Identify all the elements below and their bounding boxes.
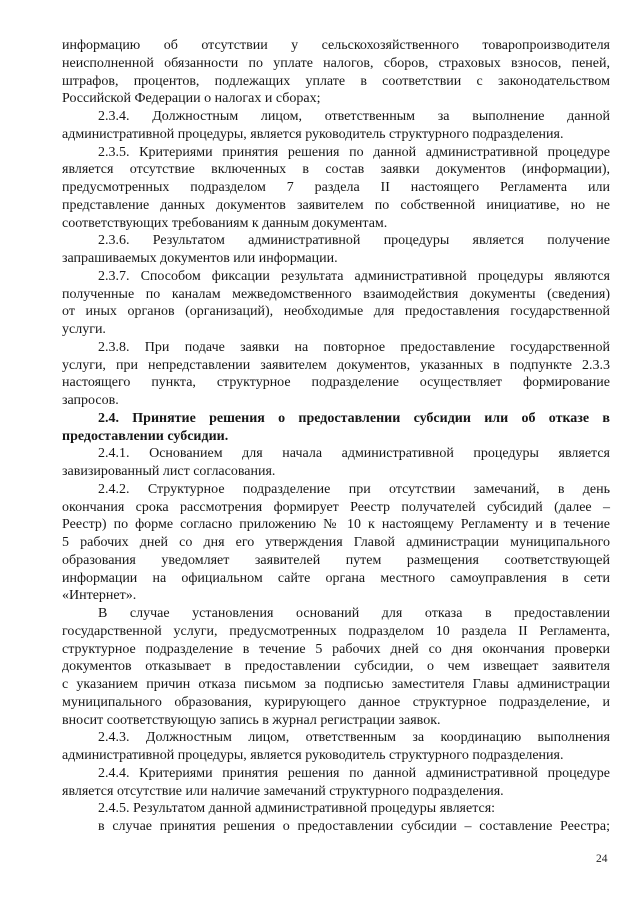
text-line: муниципального образования, курирующего данное структурное подразделение, и [62, 694, 610, 710]
text-line: штрафов, процентов, подлежащих уплате в соответствии с законодательством [62, 73, 610, 89]
text-line: административной процедуры, является руководитель структурного подразделения. [62, 126, 564, 142]
text-line: 2.3.8. При подаче заявки на повторное предоставление государственной [98, 339, 610, 355]
text-line: является отсутствие или наличие замечаний структурного подразделения. [62, 783, 504, 799]
text-line: административной процедуры, является руководитель структурного подразделения. [62, 748, 564, 763]
text-line: 2.4.1. Основанием для начала административной процедуры является [98, 446, 610, 462]
text-line: информацию об отсутствии у сельскохозяйственного товаропроизводителя [62, 38, 610, 53]
text-line: услуги. [62, 322, 106, 337]
paragraph-2-3-7 [62, 268, 610, 339]
text-line: В случае установления оснований для отказа в предоставлении [98, 606, 610, 621]
paragraph-registry-case [62, 818, 610, 836]
text-line: 2.3.4. Должностным лицом, ответственным за выполнение данной [98, 109, 610, 124]
paragraph-refusal [62, 605, 610, 729]
text-line: Реестр) по форме согласно приложению № 10 к настоящему Регламенту и в течение [62, 517, 610, 533]
text-line: 2.4.3. Должностным лицом, ответственным за координацию выполнения [98, 730, 610, 746]
text-line: 2.4.2. Структурное подразделение при отсутствии замечаний, в день [98, 481, 610, 497]
text-line: вносит соответствующую запись в журнал регистрации заявок. [62, 712, 441, 728]
paragraph-2-4-3 [62, 729, 610, 765]
text-line: 2.3.6. Результатом административной процедуры является получение [98, 233, 610, 249]
text-line: образования уведомляет заявителей путем размещения соответствующей [62, 552, 610, 568]
text-line: является отсутствие включенных в состав заявки документов (информации), [62, 162, 610, 178]
text-line: представление данных документов заявителем по собственной инициативе, но не [62, 197, 610, 213]
text-line: в случае принятия решения о предоставлении субсидии – составление Реестра; [98, 819, 610, 834]
text-line: 2.4.4. Критериями принятия решения по данной административной процедуре [98, 765, 610, 781]
heading-line: предоставлении субсидии. [62, 428, 229, 444]
paragraph-2-3-4 [62, 108, 610, 144]
paragraph-continuation [62, 37, 610, 108]
text-line: окончания срока рассмотрения формирует Реестр получателей субсидий (далее – [62, 499, 610, 515]
text-line: полученные по каналам межведомственного взаимодействия документы (сведения) [62, 286, 610, 302]
text-line: 2.3.7. Способом фиксации результата административной процедуры являются [98, 268, 610, 284]
text-line: неисполненной обязанности по уплате налогов, сборов, страховых взносов, пеней, [62, 55, 610, 71]
page-number: 24 [596, 853, 608, 865]
paragraph-2-4-1 [62, 445, 610, 481]
text-line: настоящего пункта, структурное подразделение осуществляет формирование [62, 375, 610, 391]
text-line: завизированный лист согласования. [62, 464, 276, 479]
paragraph-2-3-8 [62, 339, 610, 410]
text-line: информации на официальном сайте органа местного самоуправления в сети [62, 570, 610, 586]
text-line: соответствующих требованиям к данным документам. [62, 215, 388, 231]
text-line: запросов. [62, 393, 119, 408]
paragraph-2-3-6 [62, 232, 610, 268]
text-line: от иных органов (организаций), необходимые для предоставления государственной [62, 304, 610, 320]
text-line: запрашиваемых документов или информации. [62, 251, 338, 266]
text-line: с указанием причин отказа письмом за подписью заместителя Главы администрации [62, 677, 610, 692]
text-line: предусмотренных подразделом 7 раздела II настоящего Регламента или [62, 180, 610, 195]
text-line: 2.4.5. Результатом данной административной процедуры является: [98, 801, 496, 817]
text-line: 5 рабочих дней со дня его утверждения Главой администрации муниципального [62, 535, 610, 550]
text-line: государственной услуги, предусмотренных подразделом 10 раздела II Регламента, [62, 623, 610, 639]
paragraph-2-4-2 [62, 481, 610, 605]
paragraph-2-4-5 [62, 800, 610, 818]
text-line: документов отказывает в предоставлении субсидии, о чем извещает заявителя [62, 659, 610, 675]
body-text [62, 37, 610, 836]
heading-line: 2.4. Принятие решения о предоставлении субсидии или об отказе в [98, 410, 610, 426]
text-line: «Интернет». [62, 588, 137, 604]
text-line: услуги, при непредставлении заявителем документов, указанных в подпункте 2.3.3 [62, 357, 610, 373]
text-line: 2.3.5. Критериями принятия решения по данной административной процедуре [98, 144, 610, 160]
paragraph-2-3-5 [62, 144, 610, 233]
text-line: Российской Федерации о налогах и сборах; [62, 91, 321, 107]
section-heading-2-4 [62, 410, 610, 446]
paragraph-2-4-4 [62, 765, 610, 801]
text-line: структурное подразделение в течение 5 рабочих дней со дня окончания проверки [62, 641, 610, 657]
